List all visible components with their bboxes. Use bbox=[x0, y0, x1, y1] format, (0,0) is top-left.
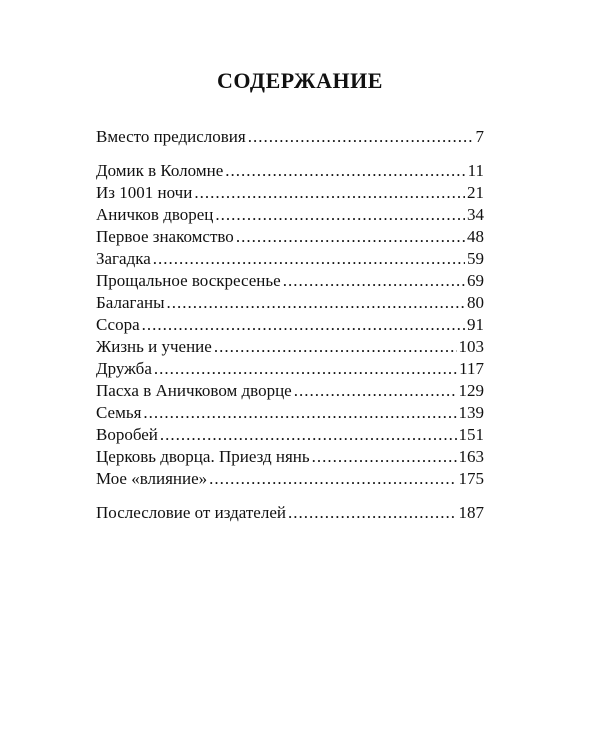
toc-leader-dots bbox=[294, 380, 457, 402]
toc-entry-title: Аничков дворец bbox=[96, 205, 214, 224]
toc-entry-page: 80 bbox=[467, 293, 484, 312]
toc-entry-page: 129 bbox=[458, 381, 484, 400]
toc-entry bbox=[96, 314, 484, 336]
toc-entry bbox=[96, 226, 484, 248]
toc-entry-title: Вместо предисловия bbox=[96, 127, 246, 146]
toc-leader-dots bbox=[194, 182, 465, 204]
toc-entry-page: 151 bbox=[458, 425, 484, 444]
toc-entry bbox=[96, 336, 484, 358]
toc-entry-page: 69 bbox=[467, 271, 484, 290]
toc-leader-dots bbox=[154, 358, 457, 380]
toc-entry bbox=[96, 292, 484, 314]
toc-entry-title: Прощальное воскресенье bbox=[96, 271, 281, 290]
toc-entry-title: Первое знакомство bbox=[96, 227, 234, 246]
toc-entry bbox=[96, 270, 484, 292]
toc-entry bbox=[96, 204, 484, 226]
toc-entry-page: 163 bbox=[458, 447, 484, 466]
toc-entry-preface bbox=[96, 126, 484, 148]
toc-leader-dots bbox=[209, 468, 456, 490]
toc-entry bbox=[96, 402, 484, 424]
toc-entry bbox=[96, 424, 484, 446]
table-of-contents bbox=[96, 126, 484, 524]
toc-entry-page: 187 bbox=[458, 503, 484, 522]
toc-entry-title: Загадка bbox=[96, 249, 151, 268]
toc-entry-title: Воробей bbox=[96, 425, 158, 444]
toc-entry-title: Дружба bbox=[96, 359, 152, 378]
toc-entry bbox=[96, 468, 484, 490]
toc-entry bbox=[96, 446, 484, 468]
toc-leader-dots bbox=[214, 336, 457, 358]
toc-leader-dots bbox=[143, 402, 456, 424]
toc-entry-title: Из 1001 ночи bbox=[96, 183, 193, 202]
toc-entry-title: Домик в Коломне bbox=[96, 161, 224, 180]
toc-entry bbox=[96, 380, 484, 402]
toc-entry-page: 21 bbox=[467, 183, 484, 202]
toc-entry-afterword bbox=[96, 502, 484, 524]
toc-entry-title: Церковь дворца. Приезд нянь bbox=[96, 447, 310, 466]
toc-leader-dots bbox=[142, 314, 465, 336]
toc-entry-page: 7 bbox=[475, 127, 484, 146]
toc-entry-page: 59 bbox=[467, 249, 484, 268]
toc-leader-dots bbox=[288, 502, 457, 524]
toc-entry-page: 117 bbox=[459, 359, 484, 378]
toc-entry-title: Пасха в Аничковом дворце bbox=[96, 381, 292, 400]
toc-entry-page: 48 bbox=[467, 227, 484, 246]
toc-leader-dots bbox=[153, 248, 465, 270]
toc-entry-page: 34 bbox=[467, 205, 484, 224]
toc-entry bbox=[96, 160, 484, 182]
page-title: СОДЕРЖАНИЕ bbox=[217, 68, 383, 93]
toc-entry-title: Балаганы bbox=[96, 293, 165, 312]
toc-gap bbox=[96, 490, 484, 502]
toc-entry bbox=[96, 358, 484, 380]
toc-entry-page: 175 bbox=[458, 469, 484, 488]
toc-leader-dots bbox=[167, 292, 465, 314]
toc-leader-dots bbox=[312, 446, 457, 468]
toc-entry-page: 11 bbox=[467, 161, 484, 180]
toc-entry-title: Жизнь и учение bbox=[96, 337, 212, 356]
toc-entry-page: 91 bbox=[467, 315, 484, 334]
toc-entry-title: Ссора bbox=[96, 315, 140, 334]
toc-gap bbox=[96, 148, 484, 160]
toc-entry-title: Послесловие от издателей bbox=[96, 503, 286, 522]
toc-leader-dots bbox=[283, 270, 465, 292]
toc-entry-page: 139 bbox=[458, 403, 484, 422]
toc-entry-page: 103 bbox=[458, 337, 484, 356]
toc-leader-dots bbox=[225, 160, 465, 182]
toc-entry bbox=[96, 182, 484, 204]
toc-entry bbox=[96, 248, 484, 270]
toc-entry-title: Семья bbox=[96, 403, 142, 422]
toc-leader-dots bbox=[248, 126, 474, 148]
toc-leader-dots bbox=[215, 204, 465, 226]
toc-leader-dots bbox=[160, 424, 457, 446]
toc-entry-title: Мое «влияние» bbox=[96, 469, 208, 488]
toc-leader-dots bbox=[236, 226, 465, 248]
